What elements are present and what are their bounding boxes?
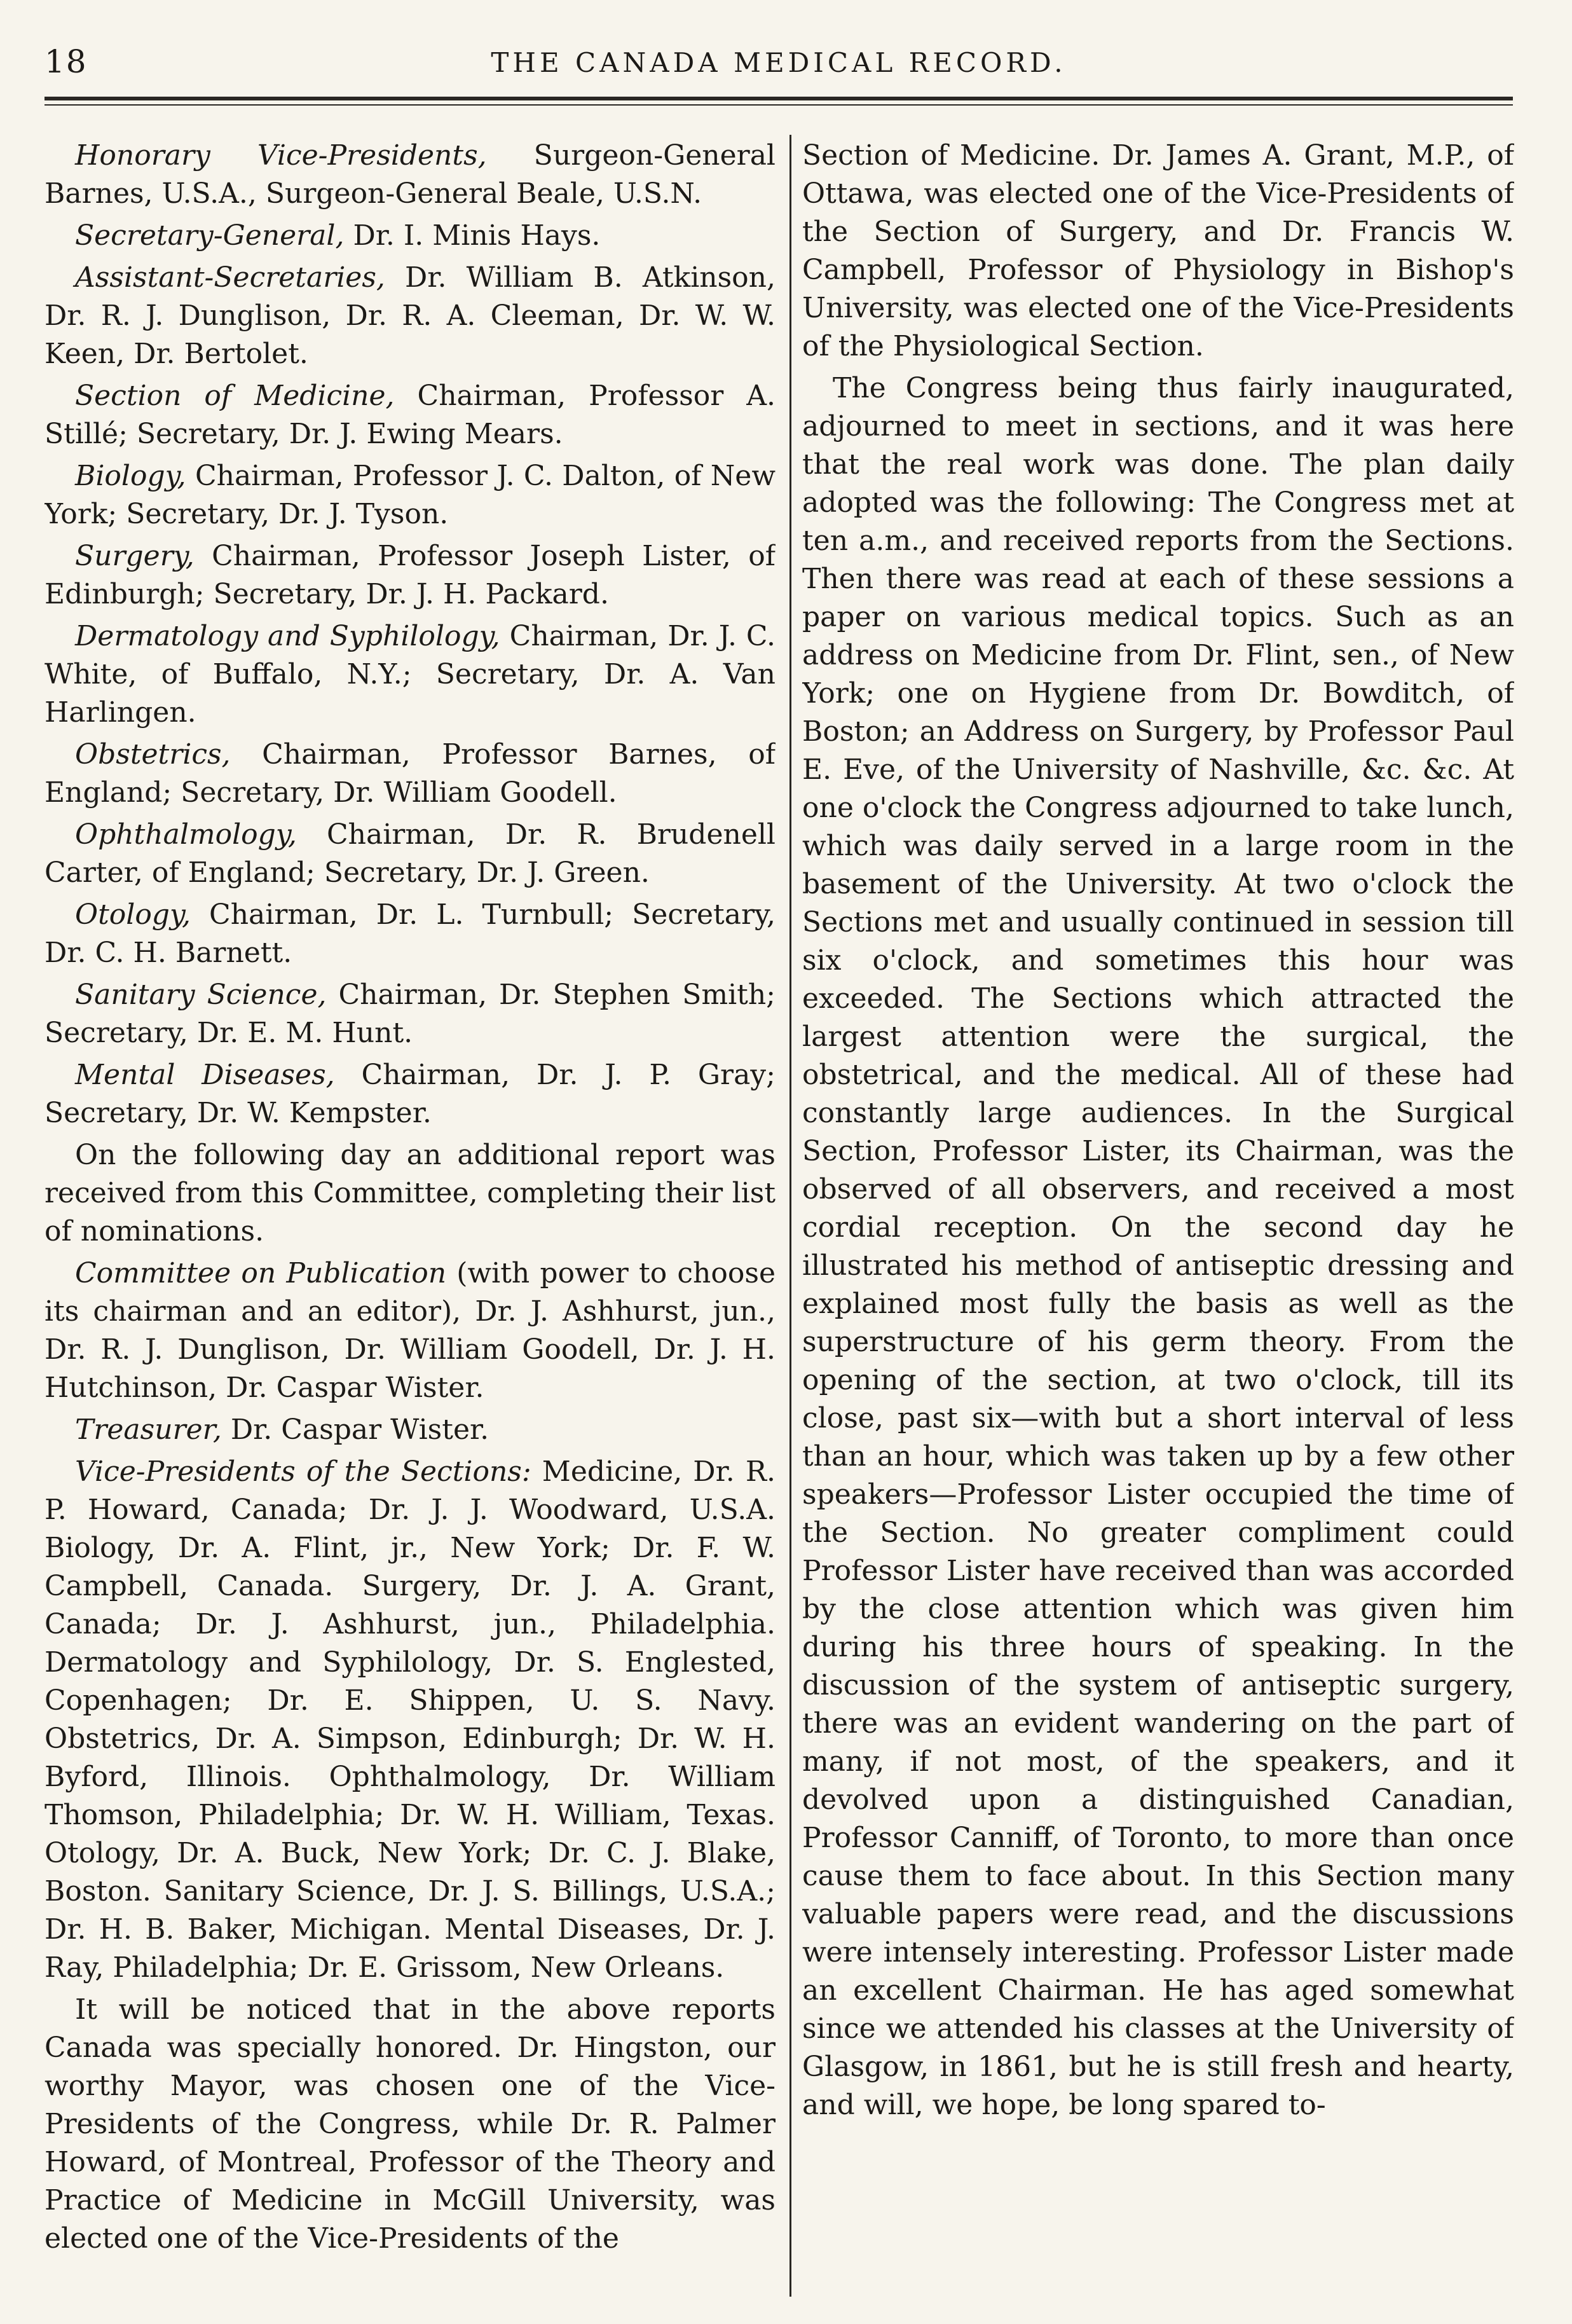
page-number: 18 <box>44 43 88 80</box>
paragraph: Honorary Vice-Presidents, Surgeon-General Barnes, U.S.A., Surgeon-General Beale, U.S.N. <box>44 139 776 210</box>
paragraph: Mental Diseases, Chairman, Dr. J. P. Gray; Secretary, Dr. W. Kempster. <box>44 1059 776 1129</box>
right-column <box>802 137 1514 2299</box>
paragraph: Biology, Chairman, Professor J. C. Dalton, of New York; Secretary, Dr. J. Tyson. <box>44 460 776 530</box>
left-column <box>44 137 776 2299</box>
paragraph: Sanitary Science, Chairman, Dr. Stephen Smith; Secretary, Dr. E. M. Hunt. <box>44 979 776 1049</box>
paragraph: Committee on Publication (with power to choose its chairman and an editor), Dr. J. Ashhurst, jun., Dr. R. J. Dunglison, Dr. William Goodell, Dr. J. H. Hutchinson, Dr. Caspar Wister. <box>44 1257 776 1404</box>
paragraph: Surgery, Chairman, Professor Joseph Lister, of Edinburgh; Secretary, Dr. J. H. Packard. <box>44 540 776 610</box>
header-rule-thick <box>44 97 1513 100</box>
paragraph: Ophthalmology, Chairman, Dr. R. Brudenell Carter, of England; Secretary, Dr. J. Green. <box>44 818 776 889</box>
paragraph: It will be noticed that in the above reports Canada was specially honored. Dr. Hingston, our worthy Mayor, was chosen one of the Vice-Presidents of the Congress, while Dr. R. Palmer Howard, of Montreal, Professor of the Theory and Practice of Medicine in McGill University, was elected one of the Vice-Presidents of the <box>44 1993 776 2255</box>
page-header <box>44 43 1513 81</box>
paragraph: Treasurer, Dr. Caspar Wister. <box>75 1413 489 1446</box>
paragraph: Section of Medicine, Chairman, Professor A. Stillé; Secretary, Dr. J. Ewing Mears. <box>44 380 776 450</box>
paragraph: Obstetrics, Chairman, Professor Barnes, of England; Secretary, Dr. William Goodell. <box>44 738 776 809</box>
paragraph: Vice-Presidents of the Sections: Medicine, Dr. R. P. Howard, Canada; Dr. J. J. Woodward, U.S.A. Biology, Dr. A. Flint, jr., New York; Dr. F. W. Campbell, Canada. Surgery, Dr. J. A. Grant, Canada; Dr. J. Ashhurst, jun., Philadelphia. Dermatology and Syphilology, Dr. S. Englested, Copenhagen; Dr. E. Shippen, U. S. Navy. Obstetrics, Dr. A. Simpson, Edinburgh; Dr. W. H. Byford, Illinois. Ophthalmology, Dr. William Thomson, Philadelphia; Dr. W. H. William, Texas. Otology, Dr. A. Buck, New York; Dr. C. J. Blake, Boston. Sanitary Science, Dr. J. S. Billings, U.S.A.; Dr. H. B. Baker, Michigan. Mental Diseases, Dr. J. Ray, Philadelphia; Dr. E. Grissom, New Orleans. <box>44 1455 776 1984</box>
running-head: THE CANADA MEDICAL RECORD. <box>491 47 1067 78</box>
paragraph: Section of Medicine. Dr. James A. Grant, M.P., of Ottawa, was elected one of the Vice-Presidents of the Section of Surgery, and Dr. Francis W. Campbell, Professor of Physiology in Bishop's University, was elected one of the Vice-Presidents of the Physiological Section. <box>802 139 1514 362</box>
paragraph: Assistant-Secretaries, Dr. William B. Atkinson, Dr. R. J. Dunglison, Dr. R. A. Cleeman, Dr. W. W. Keen, Dr. Bertolet. <box>44 261 776 370</box>
paragraph: Secretary-General, Dr. I. Minis Hays. <box>75 219 601 252</box>
header-rule-thin <box>44 104 1513 106</box>
paragraph: On the following day an additional report was received from this Committee, completing their list of nominations. <box>44 1139 776 1248</box>
paragraph: Otology, Chairman, Dr. L. Turnbull; Secretary, Dr. C. H. Barnett. <box>44 898 776 969</box>
column-divider <box>789 135 791 2297</box>
paragraph: The Congress being thus fairly inaugurated, adjourned to meet in sections, and it was here that the real work was done. The plan daily adopted was the following: The Congress met at ten a.m., and received reports from the Sections. Then there was read at each of these sessions a paper on various medical topics. Such as an address on Medicine from Dr. Flint, sen., of New York; one on Hygiene from Dr. Bowditch, of Boston; an Address on Surgery, by Professor Paul E. Eve, of the University of Nashville, &c. &c. At one o'clock the Congress adjourned to take lunch, which was daily served in a large room in the basement of the University. At two o'clock the Sections met and usually continued in session till six o'clock, and sometimes this hour was exceeded. The Sections which attracted the largest attention were the surgical, the obstetrical, and the medical. All of these had constantly large audiences. In the Surgical Section, Professor Lister, its Chairman, was the observed of all observers, and received a most cordial reception. On the second day he illustrated his method of antiseptic dressing and explained most fully the basis as well as the superstructure of his germ theory. From the opening of the section, at two o'clock, till its close, past six—with but a short interval of less than an hour, which was taken up by a few other speakers—Professor Lister occupied the time of the Section. No greater compliment could Professor Lister have received than was accorded by the close attention which was given him during his three hours of speaking. In the discussion of the system of antiseptic surgery, there was an evident wandering on the part of many, if not most, of the speakers, and it devolved upon a distinguished Canadian, Professor Canniff, of Toronto, to more than once cause them to face about. In this Section many valuable papers were read, and the discussions were intensely interesting. Professor Lister made an excellent Chairman. He has aged somewhat since we attended his classes at the University of Glasgow, in 1861, but he is still fresh and hearty, and will, we hope, be long spared to- <box>802 372 1514 2121</box>
paragraph: Dermatology and Syphilology, Chairman, Dr. J. C. White, of Buffalo, N.Y.; Secretary, Dr. A. Van Harlingen. <box>44 620 776 729</box>
